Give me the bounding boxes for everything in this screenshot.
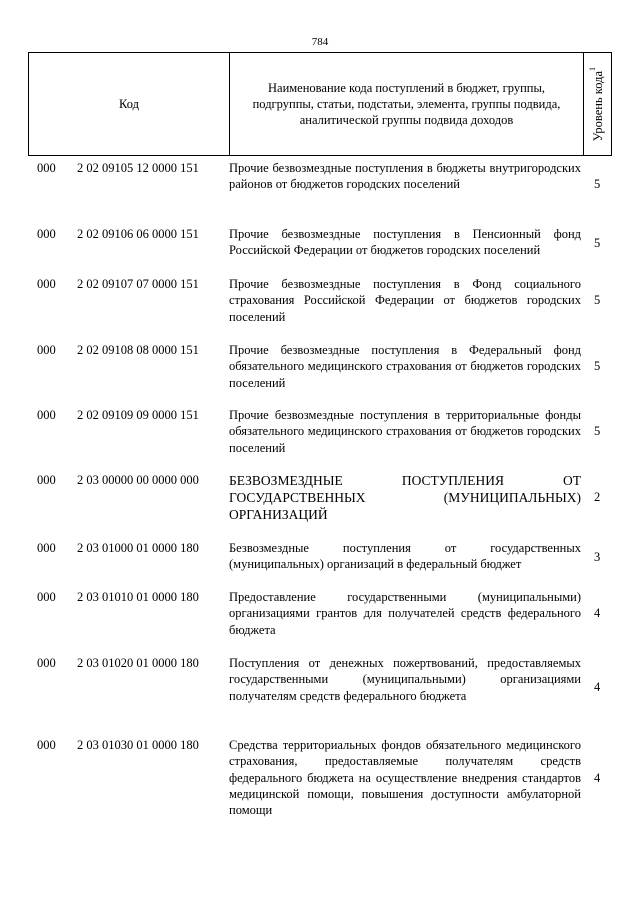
income-code: 2 03 01010 01 0000 180: [77, 590, 199, 604]
table-header: [28, 52, 612, 156]
income-name: Прочие безвозмездные поступления в Федеральный фонд обязательного медицинского страхования от бюджетов городских поселений: [229, 343, 581, 390]
header-level-footnote: 1: [588, 66, 598, 71]
admin-code: 000: [37, 277, 56, 291]
income-name: Прочие безвозмездные поступления в Пенсионный фонд Российской Федерации от бюджетов городских поселений: [229, 227, 581, 258]
code-level: 5: [594, 359, 601, 373]
admin-code: 000: [37, 343, 56, 357]
income-name: Прочие безвозмездные поступления в бюджеты внутригородских районов от бюджетов городских поселений: [229, 161, 581, 192]
code-level: 2: [594, 490, 601, 504]
income-code: 2 02 09108 08 0000 151: [77, 343, 199, 357]
income-name: Прочие безвозмездные поступления в Фонд социального страхования Российской Федерации от бюджетов городских поселений: [229, 277, 581, 324]
admin-code: 000: [37, 738, 56, 752]
income-name: Средства территориальных фондов обязательного медицинского страхования, предоставляемые получателям средств федерального бюджета на осуществление внедрения стандартов медицинской помощи, повышения доступности амбулаторной помощи: [229, 738, 581, 818]
header-level-label: Уровень кода: [591, 70, 606, 142]
header-name: Наименование кода поступлений в бюджет, группы, подгруппы, статьи, подстатьи, элемента, группы подвида, аналитической группы подвида доходов: [230, 53, 584, 155]
income-code: 2 02 09109 09 0000 151: [77, 408, 199, 422]
income-code: 2 02 09105 12 0000 151: [77, 161, 199, 175]
admin-code: 000: [37, 408, 56, 422]
header-code: Код: [29, 53, 230, 155]
income-name: Прочие безвозмездные поступления в территориальные фонды обязательного медицинского страхования от бюджетов городских поселений: [229, 408, 581, 455]
income-code: 2 03 01020 01 0000 180: [77, 656, 199, 670]
income-code: 2 03 00000 00 0000 000: [77, 473, 199, 487]
income-code: 2 02 09107 07 0000 151: [77, 277, 199, 291]
income-code: 2 02 09106 06 0000 151: [77, 227, 199, 241]
code-level: 3: [594, 550, 601, 564]
income-name: Поступления от денежных пожертвований, предоставляемых государственными (муниципальными) организациями получателям средств федерального бюджета: [229, 656, 581, 703]
code-level: 5: [594, 236, 601, 250]
admin-code: 000: [37, 656, 56, 670]
income-name: Предоставление государственными (муниципальными) организациями грантов для получателей средств федерального бюджета: [229, 590, 581, 637]
admin-code: 000: [37, 590, 56, 604]
code-level: 5: [594, 424, 601, 438]
header-level-cell: [584, 53, 611, 155]
admin-code: 000: [37, 227, 56, 241]
income-code: 2 03 01000 01 0000 180: [77, 541, 199, 555]
code-level: 5: [594, 177, 601, 191]
admin-code: 000: [37, 473, 56, 487]
header-level: [588, 67, 606, 141]
code-level: 4: [594, 606, 601, 620]
page-number: 784: [311, 36, 329, 48]
admin-code: 000: [37, 161, 56, 175]
code-level: 4: [594, 771, 601, 785]
income-name: БЕЗВОЗМЕЗДНЫЕ ПОСТУПЛЕНИЯ ОТ ГОСУДАРСТВЕННЫХ (МУНИЦИПАЛЬНЫХ) ОРГАНИЗАЦИЙ: [229, 473, 581, 522]
admin-code: 000: [37, 541, 56, 555]
income-name: Безвозмездные поступления от государственных (муниципальных) организаций в федеральный бюджет: [229, 541, 581, 572]
income-code: 2 03 01030 01 0000 180: [77, 738, 199, 752]
code-level: 4: [594, 680, 601, 694]
code-level: 5: [594, 293, 601, 307]
